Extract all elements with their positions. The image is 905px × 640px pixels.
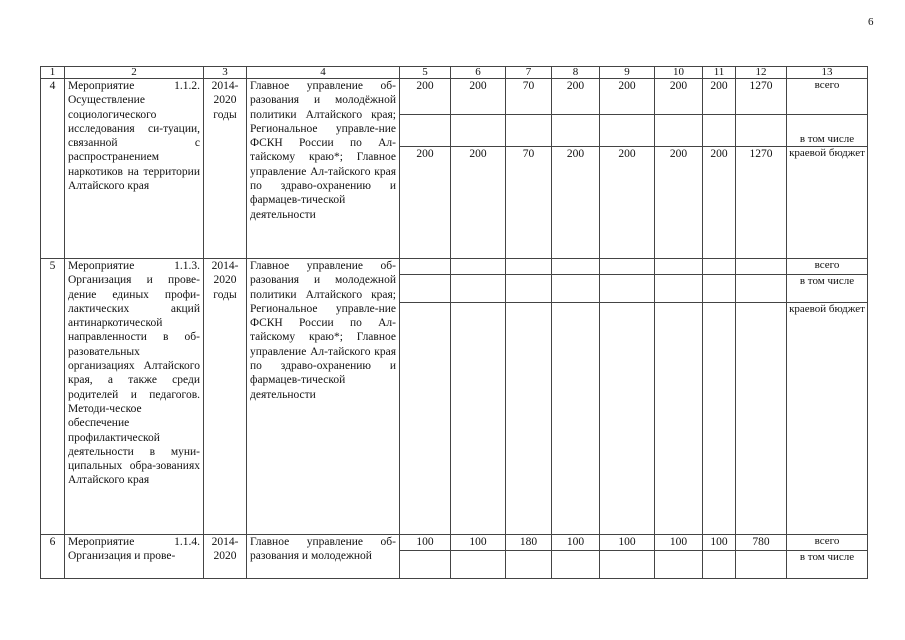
budget-label: всего [787, 259, 868, 275]
executors: Главное управление об-разования и молодежной [247, 535, 400, 579]
page-number: 6 [868, 16, 874, 28]
col-header: 11 [703, 67, 736, 79]
col-header: 9 [600, 67, 655, 79]
budget-label: всего [787, 535, 868, 551]
budget-label: в том числе [787, 115, 868, 147]
col-header: 13 [787, 67, 868, 79]
value-cell: 200 [600, 79, 655, 115]
value-cell: 100 [451, 535, 506, 551]
col-header: 10 [655, 67, 703, 79]
value-cell: 180 [506, 535, 552, 551]
value-cell [736, 303, 787, 535]
col-header: 2 [65, 67, 204, 79]
value-cell: 100 [552, 535, 600, 551]
value-cell: 200 [655, 79, 703, 115]
value-cell [600, 303, 655, 535]
value-cell [552, 551, 600, 579]
value-cell [703, 303, 736, 535]
value-cell: 1270 [736, 79, 787, 115]
value-cell [600, 551, 655, 579]
value-cell [400, 259, 451, 275]
value-cell: 200 [655, 147, 703, 259]
value-cell: 200 [451, 147, 506, 259]
value-cell [703, 259, 736, 275]
period: 2014-2020 [204, 535, 247, 579]
table-row [41, 259, 868, 275]
budget-label: краевой бюджет [787, 303, 868, 535]
executors: Главное управление об-разования и молодежной политики Алтайского края; Региональное управле-ние ФСКН России по Ал-тайскому краю*; Главное управление Ал-тайского края по здраво-охранению и фармацев-тической деятельности [247, 259, 400, 535]
value-cell [736, 551, 787, 579]
budget-label: краевой бюджет [787, 147, 868, 259]
value-cell: 200 [703, 147, 736, 259]
value-cell [552, 259, 600, 275]
value-cell [736, 115, 787, 147]
value-cell [400, 303, 451, 535]
value-cell [506, 259, 552, 275]
value-cell [451, 551, 506, 579]
value-cell [451, 115, 506, 147]
value-cell: 200 [552, 147, 600, 259]
executors: Главное управление об-разования и молодёжной политики Алтайского края; Региональное управле-ние ФСКН России по Ал-тайскому краю*; Главное управление Ал-тайского края по здраво-охранению и фармацев-тической деятельности [247, 79, 400, 259]
value-cell [655, 259, 703, 275]
value-cell [703, 115, 736, 147]
value-cell: 200 [552, 79, 600, 115]
value-cell [736, 275, 787, 303]
budget-table [40, 66, 868, 579]
value-cell [506, 551, 552, 579]
col-header: 12 [736, 67, 787, 79]
value-cell: 100 [600, 535, 655, 551]
budget-label: в том числе [787, 275, 868, 303]
value-cell [451, 303, 506, 535]
activity-name: Мероприятие 1.1.3. Организация и прове-дение единых профи-лактических акций антинаркотической направленности в об-разовательных организациях Алтайского края, а также среди родителей и педагогов. Методи-ческое обеспечение профилактической деятельности в муни-ципальных обра-зованиях Алтайского края [65, 259, 204, 535]
activity-name: Мероприятие 1.1.4. Организация и прове- [65, 535, 204, 579]
value-cell: 100 [655, 535, 703, 551]
value-cell [655, 275, 703, 303]
table-row [41, 79, 868, 115]
col-header: 8 [552, 67, 600, 79]
value-cell: 70 [506, 147, 552, 259]
row-number: 6 [41, 535, 65, 579]
value-cell: 1270 [736, 147, 787, 259]
value-cell [506, 115, 552, 147]
col-header: 6 [451, 67, 506, 79]
col-header: 3 [204, 67, 247, 79]
value-cell: 200 [451, 79, 506, 115]
value-cell: 200 [703, 79, 736, 115]
value-cell [552, 303, 600, 535]
value-cell [655, 115, 703, 147]
value-cell: 100 [400, 535, 451, 551]
value-cell [655, 303, 703, 535]
table-row [41, 535, 868, 551]
value-cell [400, 275, 451, 303]
value-cell [506, 303, 552, 535]
value-cell [703, 275, 736, 303]
value-cell [400, 551, 451, 579]
value-cell: 70 [506, 79, 552, 115]
budget-label: в том числе [787, 551, 868, 579]
value-cell [703, 551, 736, 579]
value-cell: 780 [736, 535, 787, 551]
budget-label: всего [787, 79, 868, 115]
value-cell [655, 551, 703, 579]
activity-name: Мероприятие 1.1.2. Осуществление социологического исследования си-туации, связанной с распространением наркотиков на территории Алтайского края [65, 79, 204, 259]
value-cell: 100 [703, 535, 736, 551]
period: 2014-2020 годы [204, 259, 247, 535]
value-cell [400, 115, 451, 147]
value-cell [506, 275, 552, 303]
value-cell [600, 115, 655, 147]
value-cell [600, 275, 655, 303]
row-number: 4 [41, 79, 65, 259]
value-cell [736, 259, 787, 275]
value-cell [600, 259, 655, 275]
col-header: 1 [41, 67, 65, 79]
row-number: 5 [41, 259, 65, 535]
col-header: 5 [400, 67, 451, 79]
value-cell [552, 275, 600, 303]
period: 2014-2020 годы [204, 79, 247, 259]
col-header: 4 [247, 67, 400, 79]
value-cell [451, 275, 506, 303]
value-cell: 200 [600, 147, 655, 259]
col-header: 7 [506, 67, 552, 79]
value-cell [552, 115, 600, 147]
value-cell: 200 [400, 147, 451, 259]
header-row [41, 67, 868, 79]
value-cell [451, 259, 506, 275]
value-cell: 200 [400, 79, 451, 115]
